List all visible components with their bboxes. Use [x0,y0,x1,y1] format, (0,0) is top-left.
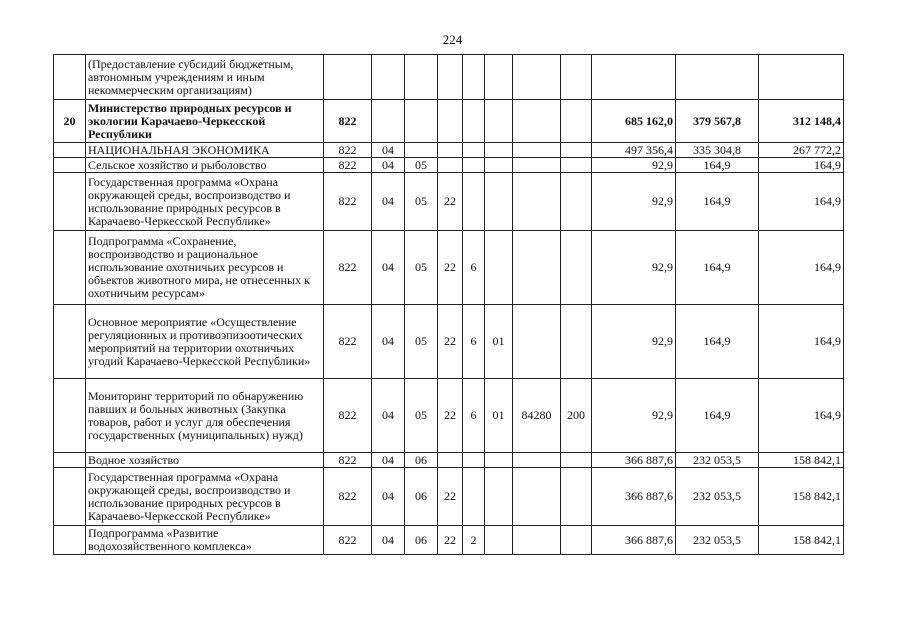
cell-cs-direction [513,231,561,305]
cell-amount-year1: 497 356,4 [592,143,676,158]
cell-name: Основное мероприятие «Осуществление регуляционных и противоэпизоотических мероприятий на территории охотничьих угодий Карачаево-Черкесской Республики» [86,305,324,379]
cell-amount-year2: 232 053,5 [676,453,759,468]
cell-pr: 05 [405,305,438,379]
cell-amount-year2 [676,55,759,100]
cell-amount-year2: 164,9 [676,305,759,379]
cell-rz: 04 [372,158,405,173]
cell-cs-direction: 84280 [513,379,561,453]
cell-cs-direction [513,453,561,468]
cell-cs-direction [513,468,561,526]
cell-ved: 822 [324,143,372,158]
cell-ved: 822 [324,468,372,526]
cell-amount-year2: 164,9 [676,231,759,305]
cell-amount-year2: 164,9 [676,379,759,453]
cell-name: Мониторинг территорий по обнаружению павших и больных животных (Закупка товаров, работ и услуг для обеспечения государственных (муниципальных) нужд) [86,379,324,453]
cell-cs-event [485,526,513,555]
table-row [54,231,844,305]
cell-amount-year3: 158 842,1 [759,468,844,526]
page-number: 224 [442,32,463,47]
cell-cs-subprogram: 6 [463,305,485,379]
cell-row-number [54,143,86,158]
table-row [54,100,844,143]
cell-name: Подпрограмма «Сохранение, воспроизводство и рациональное использование охотничьих ресурсов и объектов животного мира, не отнесенных к охотничьим ресурсам» [86,231,324,305]
cell-cs-subprogram: 2 [463,526,485,555]
cell-vr [561,468,592,526]
cell-ved: 822 [324,158,372,173]
cell-pr: 06 [405,526,438,555]
cell-amount-year3: 164,9 [759,231,844,305]
cell-ved: 822 [324,100,372,143]
cell-cs-direction [513,100,561,143]
cell-cs-subprogram [463,158,485,173]
cell-vr [561,100,592,143]
cell-amount-year1: 366 887,6 [592,468,676,526]
cell-row-number [54,231,86,305]
cell-amount-year3: 164,9 [759,173,844,231]
cell-amount-year1: 92,9 [592,173,676,231]
cell-name: Государственная программа «Охрана окружающей среды, воспроизводство и использование природных ресурсов в Карачаево-Черкесской Республике» [86,468,324,526]
budget-table [53,54,844,555]
cell-amount-year1: 92,9 [592,158,676,173]
cell-cs-event [485,173,513,231]
cell-amount-year1: 366 887,6 [592,526,676,555]
cell-cs-program: 22 [438,468,463,526]
cell-pr [405,55,438,100]
cell-vr [561,143,592,158]
cell-cs-event [485,158,513,173]
table-row [54,173,844,231]
cell-amount-year2: 232 053,5 [676,526,759,555]
cell-cs-direction [513,305,561,379]
cell-amount-year1: 685 162,0 [592,100,676,143]
cell-amount-year2: 164,9 [676,173,759,231]
cell-name: НАЦИОНАЛЬНАЯ ЭКОНОМИКА [86,143,324,158]
cell-amount-year2: 379 567,8 [676,100,759,143]
cell-amount-year1: 92,9 [592,231,676,305]
cell-cs-direction [513,158,561,173]
cell-cs-subprogram: 6 [463,379,485,453]
cell-pr: 05 [405,158,438,173]
table-row [54,468,844,526]
cell-amount-year1 [592,55,676,100]
cell-cs-program [438,100,463,143]
cell-rz: 04 [372,468,405,526]
table-row [54,526,844,555]
cell-amount-year2: 335 304,8 [676,143,759,158]
table-row [54,453,844,468]
cell-amount-year1: 92,9 [592,305,676,379]
cell-rz: 04 [372,143,405,158]
cell-row-number [54,158,86,173]
cell-amount-year3: 312 148,4 [759,100,844,143]
cell-rz: 04 [372,173,405,231]
cell-name: Министерство природных ресурсов и экологии Карачаево-Черкесской Республики [86,100,324,143]
cell-pr: 06 [405,468,438,526]
cell-rz: 04 [372,231,405,305]
cell-row-number [54,468,86,526]
cell-ved: 822 [324,526,372,555]
cell-cs-subprogram [463,468,485,526]
table-row [54,379,844,453]
cell-cs-program: 22 [438,173,463,231]
cell-cs-event [485,453,513,468]
cell-cs-direction [513,526,561,555]
cell-vr [561,231,592,305]
cell-cs-program: 22 [438,526,463,555]
cell-cs-subprogram [463,100,485,143]
cell-pr: 06 [405,453,438,468]
cell-vr [561,173,592,231]
cell-pr: 05 [405,173,438,231]
cell-cs-direction [513,55,561,100]
cell-rz [372,55,405,100]
cell-cs-direction [513,173,561,231]
cell-cs-subprogram [463,55,485,100]
cell-amount-year3 [759,55,844,100]
cell-cs-program: 22 [438,379,463,453]
cell-amount-year3: 267 772,2 [759,143,844,158]
cell-cs-program: 22 [438,305,463,379]
table-body [54,55,844,555]
cell-ved: 822 [324,305,372,379]
cell-vr [561,305,592,379]
cell-cs-program [438,55,463,100]
cell-cs-event: 01 [485,379,513,453]
cell-rz [372,100,405,143]
cell-pr: 05 [405,231,438,305]
cell-cs-subprogram [463,453,485,468]
cell-cs-event [485,468,513,526]
cell-ved: 822 [324,231,372,305]
table-row [54,143,844,158]
cell-rz: 04 [372,453,405,468]
table-row [54,158,844,173]
cell-amount-year3: 164,9 [759,379,844,453]
table-row [54,55,844,100]
cell-cs-event [485,100,513,143]
cell-name: Государственная программа «Охрана окружающей среды, воспроизводство и использование природных ресурсов в Карачаево-Черкесской Республике» [86,173,324,231]
cell-cs-subprogram [463,143,485,158]
cell-amount-year3: 164,9 [759,158,844,173]
cell-amount-year3: 158 842,1 [759,526,844,555]
cell-row-number [54,305,86,379]
cell-amount-year2: 164,9 [676,158,759,173]
cell-vr [561,158,592,173]
cell-vr [561,453,592,468]
cell-ved: 822 [324,453,372,468]
cell-cs-program: 22 [438,231,463,305]
cell-cs-subprogram: 6 [463,231,485,305]
cell-cs-program [438,143,463,158]
cell-amount-year3: 158 842,1 [759,453,844,468]
cell-cs-event: 01 [485,305,513,379]
cell-cs-subprogram [463,173,485,231]
table-row [54,305,844,379]
cell-cs-event [485,231,513,305]
cell-row-number [54,379,86,453]
cell-ved [324,55,372,100]
cell-name: (Предоставление субсидий бюджетным, автономным учреждениям и иным некоммерческим организациям) [86,55,324,100]
cell-rz: 04 [372,379,405,453]
cell-ved: 822 [324,379,372,453]
cell-pr: 05 [405,379,438,453]
cell-amount-year1: 92,9 [592,379,676,453]
cell-row-number [54,526,86,555]
cell-cs-program [438,158,463,173]
cell-rz: 04 [372,526,405,555]
cell-ved: 822 [324,173,372,231]
cell-amount-year3: 164,9 [759,305,844,379]
cell-name: Водное хозяйство [86,453,324,468]
cell-vr [561,526,592,555]
cell-cs-direction [513,143,561,158]
cell-cs-program [438,453,463,468]
cell-amount-year2: 232 053,5 [676,468,759,526]
cell-pr [405,100,438,143]
cell-pr [405,143,438,158]
cell-name: Подпрограмма «Развитие водохозяйственного комплекса» [86,526,324,555]
cell-cs-event [485,143,513,158]
cell-vr [561,55,592,100]
cell-vr: 200 [561,379,592,453]
cell-cs-event [485,55,513,100]
cell-amount-year1: 366 887,6 [592,453,676,468]
cell-row-number [54,453,86,468]
cell-row-number: 20 [54,100,86,143]
cell-rz: 04 [372,305,405,379]
cell-row-number [54,55,86,100]
cell-name: Сельское хозяйство и рыболовство [86,158,324,173]
cell-row-number [54,173,86,231]
